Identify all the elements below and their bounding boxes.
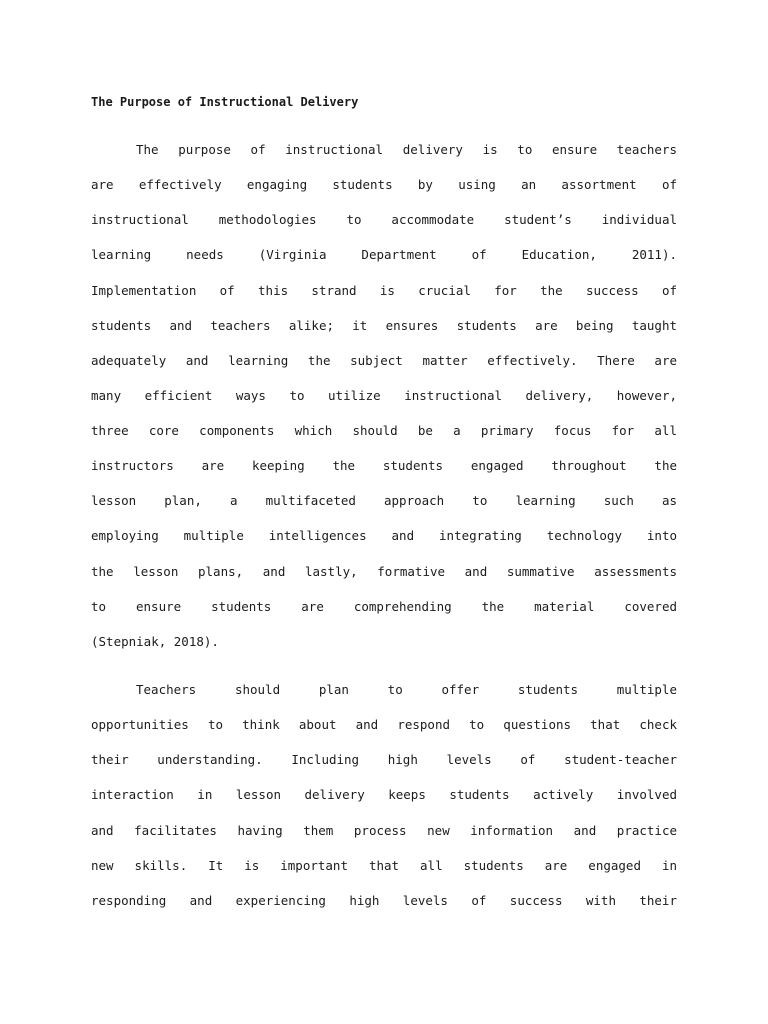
text-line: Teachers should plan to offer students multiple — [136, 682, 677, 697]
text-line: many efficient ways to utilize instructional delivery, however, — [91, 388, 677, 403]
document-title: The Purpose of Instructional Delivery — [91, 95, 359, 109]
text-line: responding and experiencing high levels of success with their — [91, 893, 677, 908]
text-line: instructional methodologies to accommodate student’s individual — [91, 212, 677, 227]
text-line: are effectively engaging students by using an assortment of — [91, 177, 677, 192]
text-line: the lesson plans, and lastly, formative and summative assessments — [91, 564, 677, 579]
text-line: and facilitates having them process new information and practice — [91, 823, 677, 838]
text-line: lesson plan, a multifaceted approach to learning such as — [91, 493, 677, 508]
text-line: three core components which should be a primary focus for all — [91, 423, 677, 438]
text-line: students and teachers alike; it ensures students are being taught — [91, 318, 677, 333]
text-line: opportunities to think about and respond to questions that check — [91, 717, 677, 732]
text-line: instructors are keeping the students engaged throughout the — [91, 458, 677, 473]
text-line: The purpose of instructional delivery is to ensure teachers — [136, 142, 677, 157]
text-line: learning needs (Virginia Department of Education, 2011). — [91, 247, 677, 262]
text-line: (Stepniak, 2018). — [91, 634, 219, 649]
text-line: new skills. It is important that all students are engaged in — [91, 858, 677, 873]
text-line: to ensure students are comprehending the material covered — [91, 599, 677, 614]
text-line: adequately and learning the subject matter effectively. There are — [91, 353, 677, 368]
text-line: their understanding. Including high levels of student-teacher — [91, 752, 677, 767]
text-line: employing multiple intelligences and integrating technology into — [91, 528, 677, 543]
text-line: interaction in lesson delivery keeps students actively involved — [91, 787, 677, 802]
text-line: Implementation of this strand is crucial for the success of — [91, 283, 677, 298]
